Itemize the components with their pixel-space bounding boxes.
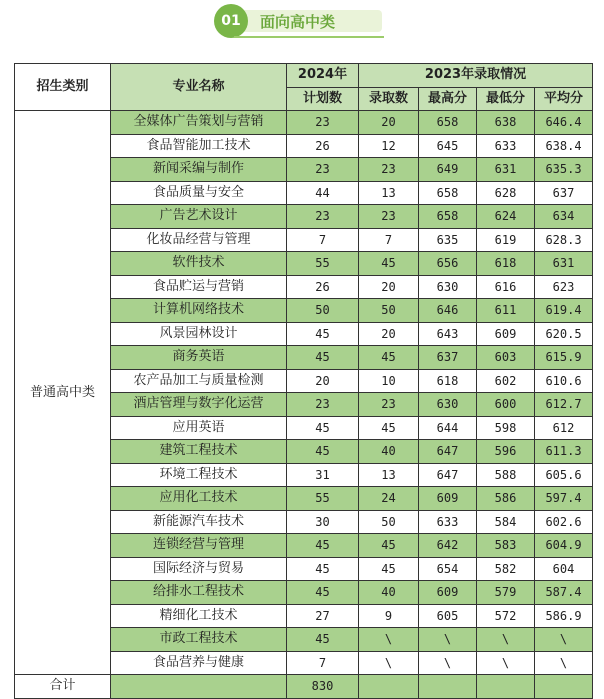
total-empty-cell: [535, 675, 593, 699]
major-name-cell: 全媒体广告策划与营销: [111, 111, 287, 135]
major-name-cell: 应用英语: [111, 416, 287, 440]
plan-cell: 44: [287, 181, 359, 205]
max-score-cell: 658: [419, 181, 477, 205]
admitted-cell: 50: [359, 299, 419, 323]
avg-score-cell: 619.4: [535, 299, 593, 323]
admitted-cell: 20: [359, 111, 419, 135]
avg-score-cell: 646.4: [535, 111, 593, 135]
admitted-cell: 20: [359, 275, 419, 299]
avg-score-cell: 604.9: [535, 534, 593, 558]
admitted-cell: 23: [359, 393, 419, 417]
max-score-cell: 645: [419, 134, 477, 158]
min-score-cell: 579: [477, 581, 535, 605]
section-underline: [234, 36, 384, 38]
avg-score-cell: 623: [535, 275, 593, 299]
avg-score-cell: 604: [535, 557, 593, 581]
plan-cell: 20: [287, 369, 359, 393]
max-score-cell: 633: [419, 510, 477, 534]
admitted-cell: 23: [359, 158, 419, 182]
plan-cell: 23: [287, 205, 359, 229]
admitted-cell: 40: [359, 581, 419, 605]
plan-cell: 50: [287, 299, 359, 323]
major-name-cell: 软件技术: [111, 252, 287, 276]
avg-score-cell: 612: [535, 416, 593, 440]
min-score-cell: 598: [477, 416, 535, 440]
avg-score-cell: 620.5: [535, 322, 593, 346]
min-score-cell: 638: [477, 111, 535, 135]
plan-cell: 26: [287, 134, 359, 158]
max-score-cell: 637: [419, 346, 477, 370]
max-score-cell: 635: [419, 228, 477, 252]
total-empty-cell: [419, 675, 477, 699]
section-number-badge: 01: [214, 4, 248, 38]
max-score-cell: 646: [419, 299, 477, 323]
major-name-cell: 市政工程技术: [111, 628, 287, 652]
admitted-cell: 45: [359, 416, 419, 440]
major-name-cell: 食品贮运与营销: [111, 275, 287, 299]
plan-cell: 23: [287, 111, 359, 135]
admitted-cell: 13: [359, 181, 419, 205]
min-score-cell: \: [477, 651, 535, 675]
plan-cell: 45: [287, 628, 359, 652]
admitted-cell: 12: [359, 134, 419, 158]
min-score-cell: 624: [477, 205, 535, 229]
min-score-cell: \: [477, 628, 535, 652]
admitted-cell: 13: [359, 463, 419, 487]
max-score-cell: 649: [419, 158, 477, 182]
major-name-cell: 广告艺术设计: [111, 205, 287, 229]
admitted-cell: 10: [359, 369, 419, 393]
admitted-cell: 20: [359, 322, 419, 346]
max-score-cell: 643: [419, 322, 477, 346]
major-name-cell: 计算机网络技术: [111, 299, 287, 323]
header-admitted: 录取数: [359, 87, 419, 111]
admitted-cell: 23: [359, 205, 419, 229]
header-major: 专业名称: [111, 64, 287, 111]
avg-score-cell: 638.4: [535, 134, 593, 158]
admitted-cell: 45: [359, 252, 419, 276]
plan-cell: 23: [287, 393, 359, 417]
plan-cell: 45: [287, 346, 359, 370]
min-score-cell: 616: [477, 275, 535, 299]
max-score-cell: 647: [419, 440, 477, 464]
max-score-cell: 654: [419, 557, 477, 581]
min-score-cell: 603: [477, 346, 535, 370]
avg-score-cell: 587.4: [535, 581, 593, 605]
avg-score-cell: 628.3: [535, 228, 593, 252]
major-name-cell: 商务英语: [111, 346, 287, 370]
total-empty-cell: [359, 675, 419, 699]
plan-cell: 7: [287, 651, 359, 675]
major-name-cell: 精细化工技术: [111, 604, 287, 628]
min-score-cell: 596: [477, 440, 535, 464]
avg-score-cell: \: [535, 651, 593, 675]
avg-score-cell: 615.9: [535, 346, 593, 370]
header-admission-group: 2023年录取情况: [359, 64, 593, 88]
admitted-cell: 24: [359, 487, 419, 511]
avg-score-cell: 637: [535, 181, 593, 205]
plan-cell: 45: [287, 440, 359, 464]
header-min: 最低分: [477, 87, 535, 111]
major-name-cell: 酒店管理与数字化运营: [111, 393, 287, 417]
header-category: 招生类别: [15, 64, 111, 111]
avg-score-cell: 605.6: [535, 463, 593, 487]
plan-cell: 31: [287, 463, 359, 487]
major-name-cell: 食品营养与健康: [111, 651, 287, 675]
max-score-cell: \: [419, 628, 477, 652]
major-name-cell: 国际经济与贸易: [111, 557, 287, 581]
table-body: [15, 111, 593, 675]
admitted-cell: \: [359, 651, 419, 675]
min-score-cell: 588: [477, 463, 535, 487]
plan-cell: 30: [287, 510, 359, 534]
plan-cell: 26: [287, 275, 359, 299]
avg-score-cell: 634: [535, 205, 593, 229]
max-score-cell: 609: [419, 487, 477, 511]
min-score-cell: 631: [477, 158, 535, 182]
admission-table: [14, 63, 593, 699]
min-score-cell: 611: [477, 299, 535, 323]
min-score-cell: 572: [477, 604, 535, 628]
section-header: [214, 4, 390, 38]
min-score-cell: 633: [477, 134, 535, 158]
major-name-cell: 食品质量与安全: [111, 181, 287, 205]
max-score-cell: 630: [419, 275, 477, 299]
min-score-cell: 619: [477, 228, 535, 252]
admitted-cell: 45: [359, 534, 419, 558]
avg-score-cell: 612.7: [535, 393, 593, 417]
header-max: 最高分: [419, 87, 477, 111]
plan-cell: 45: [287, 534, 359, 558]
table-row: [15, 111, 593, 135]
plan-cell: 55: [287, 252, 359, 276]
avg-score-cell: 586.9: [535, 604, 593, 628]
avg-score-cell: \: [535, 628, 593, 652]
max-score-cell: 658: [419, 111, 477, 135]
avg-score-cell: 635.3: [535, 158, 593, 182]
min-score-cell: 582: [477, 557, 535, 581]
min-score-cell: 628: [477, 181, 535, 205]
total-plan: 830: [287, 675, 359, 699]
plan-cell: 23: [287, 158, 359, 182]
plan-cell: 45: [287, 322, 359, 346]
major-name-cell: 新能源汽车技术: [111, 510, 287, 534]
major-name-cell: 连锁经营与管理: [111, 534, 287, 558]
admitted-cell: 45: [359, 557, 419, 581]
max-score-cell: 609: [419, 581, 477, 605]
admitted-cell: 45: [359, 346, 419, 370]
total-empty-cell: [111, 675, 287, 699]
plan-cell: 55: [287, 487, 359, 511]
header-year: 2024年: [287, 64, 359, 88]
admitted-cell: 50: [359, 510, 419, 534]
plan-cell: 45: [287, 581, 359, 605]
total-label: 合计: [15, 675, 111, 699]
major-name-cell: 食品智能加工技术: [111, 134, 287, 158]
max-score-cell: \: [419, 651, 477, 675]
major-name-cell: 给排水工程技术: [111, 581, 287, 605]
max-score-cell: 644: [419, 416, 477, 440]
section-title: 面向高中类: [260, 13, 336, 31]
min-score-cell: 609: [477, 322, 535, 346]
avg-score-cell: 611.3: [535, 440, 593, 464]
min-score-cell: 602: [477, 369, 535, 393]
avg-score-cell: 602.6: [535, 510, 593, 534]
admitted-cell: \: [359, 628, 419, 652]
major-name-cell: 环境工程技术: [111, 463, 287, 487]
max-score-cell: 658: [419, 205, 477, 229]
max-score-cell: 605: [419, 604, 477, 628]
header-avg: 平均分: [535, 87, 593, 111]
max-score-cell: 642: [419, 534, 477, 558]
min-score-cell: 600: [477, 393, 535, 417]
major-name-cell: 新闻采编与制作: [111, 158, 287, 182]
plan-cell: 45: [287, 557, 359, 581]
max-score-cell: 647: [419, 463, 477, 487]
max-score-cell: 656: [419, 252, 477, 276]
admitted-cell: 7: [359, 228, 419, 252]
plan-cell: 7: [287, 228, 359, 252]
major-name-cell: 建筑工程技术: [111, 440, 287, 464]
major-name-cell: 化妆品经营与管理: [111, 228, 287, 252]
avg-score-cell: 597.4: [535, 487, 593, 511]
max-score-cell: 618: [419, 369, 477, 393]
major-name-cell: 应用化工技术: [111, 487, 287, 511]
min-score-cell: 586: [477, 487, 535, 511]
category-cell: 普通高中类: [15, 111, 111, 675]
min-score-cell: 618: [477, 252, 535, 276]
major-name-cell: 农产品加工与质量检测: [111, 369, 287, 393]
major-name-cell: 风景园林设计: [111, 322, 287, 346]
max-score-cell: 630: [419, 393, 477, 417]
header-plan: 计划数: [287, 87, 359, 111]
admitted-cell: 40: [359, 440, 419, 464]
plan-cell: 27: [287, 604, 359, 628]
plan-cell: 45: [287, 416, 359, 440]
avg-score-cell: 631: [535, 252, 593, 276]
avg-score-cell: 610.6: [535, 369, 593, 393]
min-score-cell: 584: [477, 510, 535, 534]
total-row: [15, 675, 593, 699]
min-score-cell: 583: [477, 534, 535, 558]
total-empty-cell: [477, 675, 535, 699]
admitted-cell: 9: [359, 604, 419, 628]
